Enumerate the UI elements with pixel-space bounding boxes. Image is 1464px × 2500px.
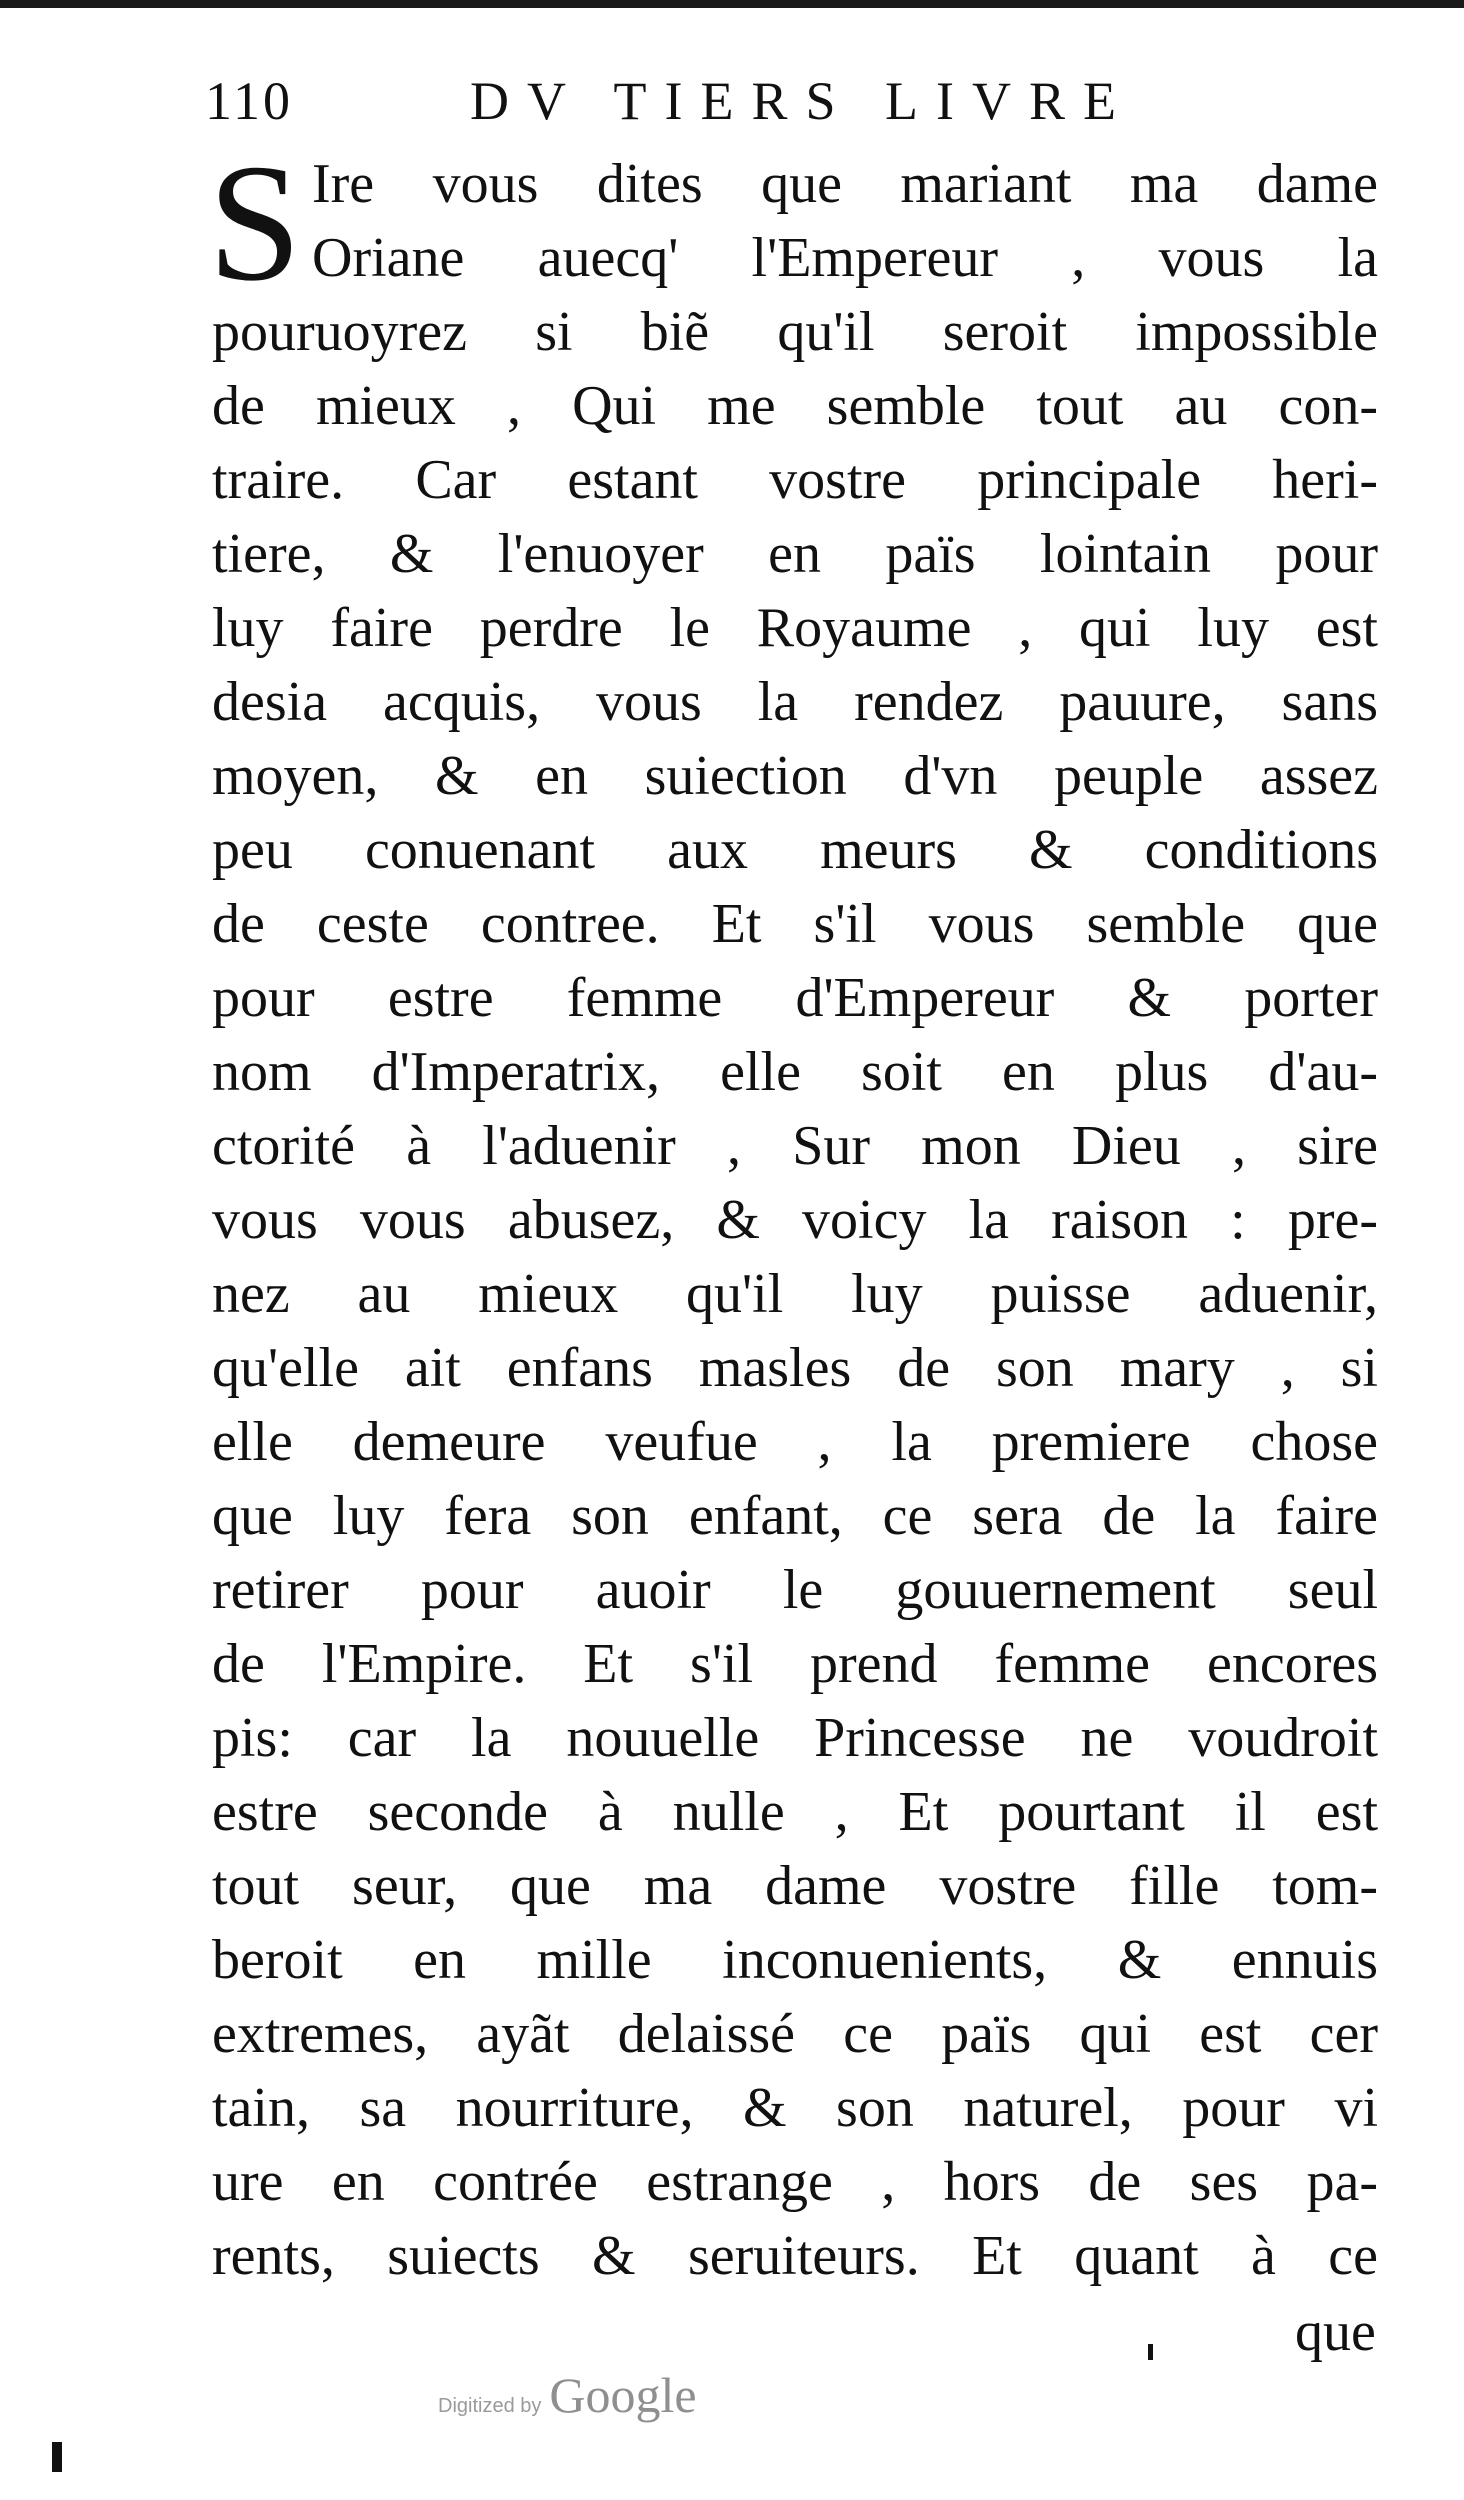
- text-line: pouruoyrez si biẽ qu'il seroit impossible: [212, 301, 1378, 363]
- text-line: nom d'Imperatrix, elle soit en plus d'au-: [212, 1041, 1378, 1103]
- text-line: beroit en mille inconuenients, & ennuis: [212, 1929, 1378, 1991]
- text-line: ure en contrée estrange , hors de ses pa-: [212, 2151, 1378, 2213]
- text-line: tiere, & l'enuoyer en païs lointain pour: [212, 523, 1378, 585]
- text-line: qu'elle ait enfans masles de son mary , si: [212, 1337, 1378, 1399]
- text-line: pis: car la nouuelle Princesse ne voudroit: [212, 1707, 1378, 1769]
- text-line: extremes, ayãt delaissé ce païs qui est cer: [212, 2003, 1378, 2065]
- text-line: ctorité à l'aduenir , Sur mon Dieu , sire: [212, 1115, 1378, 1177]
- text-line: vous vous abusez, & voicy la raison : pre-: [212, 1189, 1378, 1251]
- text-line: luy faire perdre le Royaume , qui luy est: [212, 597, 1378, 659]
- text-line: traire. Car estant vostre principale heri-: [212, 449, 1378, 511]
- digitization-watermark: [438, 2366, 697, 2424]
- text-line: que luy fera son enfant, ce sera de la faire: [212, 1485, 1378, 1547]
- text-line: tout seur, que ma dame vostre fille tom-: [212, 1855, 1378, 1917]
- text-line: peu conuenant aux meurs & conditions: [212, 819, 1378, 881]
- text-line: pour estre femme d'Empereur & porter: [212, 967, 1378, 1029]
- text-line: rents, suiects & seruiteurs. Et quant à ce: [212, 2225, 1378, 2287]
- text-line: de l'Empire. Et s'il prend femme encores: [212, 1633, 1378, 1695]
- catchword: que: [1295, 2301, 1376, 2363]
- page-number: 110: [205, 71, 293, 131]
- text-line: de mieux , Qui me semble tout au con-: [212, 375, 1378, 437]
- watermark-brand: Google: [549, 2367, 697, 2423]
- text-line: de ceste contree. Et s'il vous semble que: [212, 893, 1378, 955]
- text-line: estre seconde à nulle , Et pourtant il est: [212, 1781, 1378, 1843]
- text-line: Ire vous dites que mariant ma dame: [312, 153, 1378, 215]
- drop-cap: S: [208, 130, 302, 316]
- text-line: retirer pour auoir le gouuernement seul: [212, 1559, 1378, 1621]
- ink-speck: [52, 2442, 62, 2472]
- text-line: moyen, & en suiection d'vn peuple assez: [212, 745, 1378, 807]
- text-line: elle demeure veufue , la premiere chose: [212, 1411, 1378, 1473]
- top-border-rule: [0, 0, 1464, 8]
- text-line: Oriane auecq' l'Empereur , vous la: [312, 227, 1378, 289]
- watermark-digitized-text: Digitized by: [438, 2395, 542, 2417]
- text-line: tain, sa nourriture, & son naturel, pour vi: [212, 2077, 1378, 2139]
- text-line: desia acquis, vous la rendez pauure, sans: [212, 671, 1378, 733]
- running-head: DV TIERS LIVRE: [470, 71, 1135, 131]
- text-line: nez au mieux qu'il luy puisse aduenir,: [212, 1263, 1378, 1325]
- ink-speck: [1148, 2344, 1153, 2360]
